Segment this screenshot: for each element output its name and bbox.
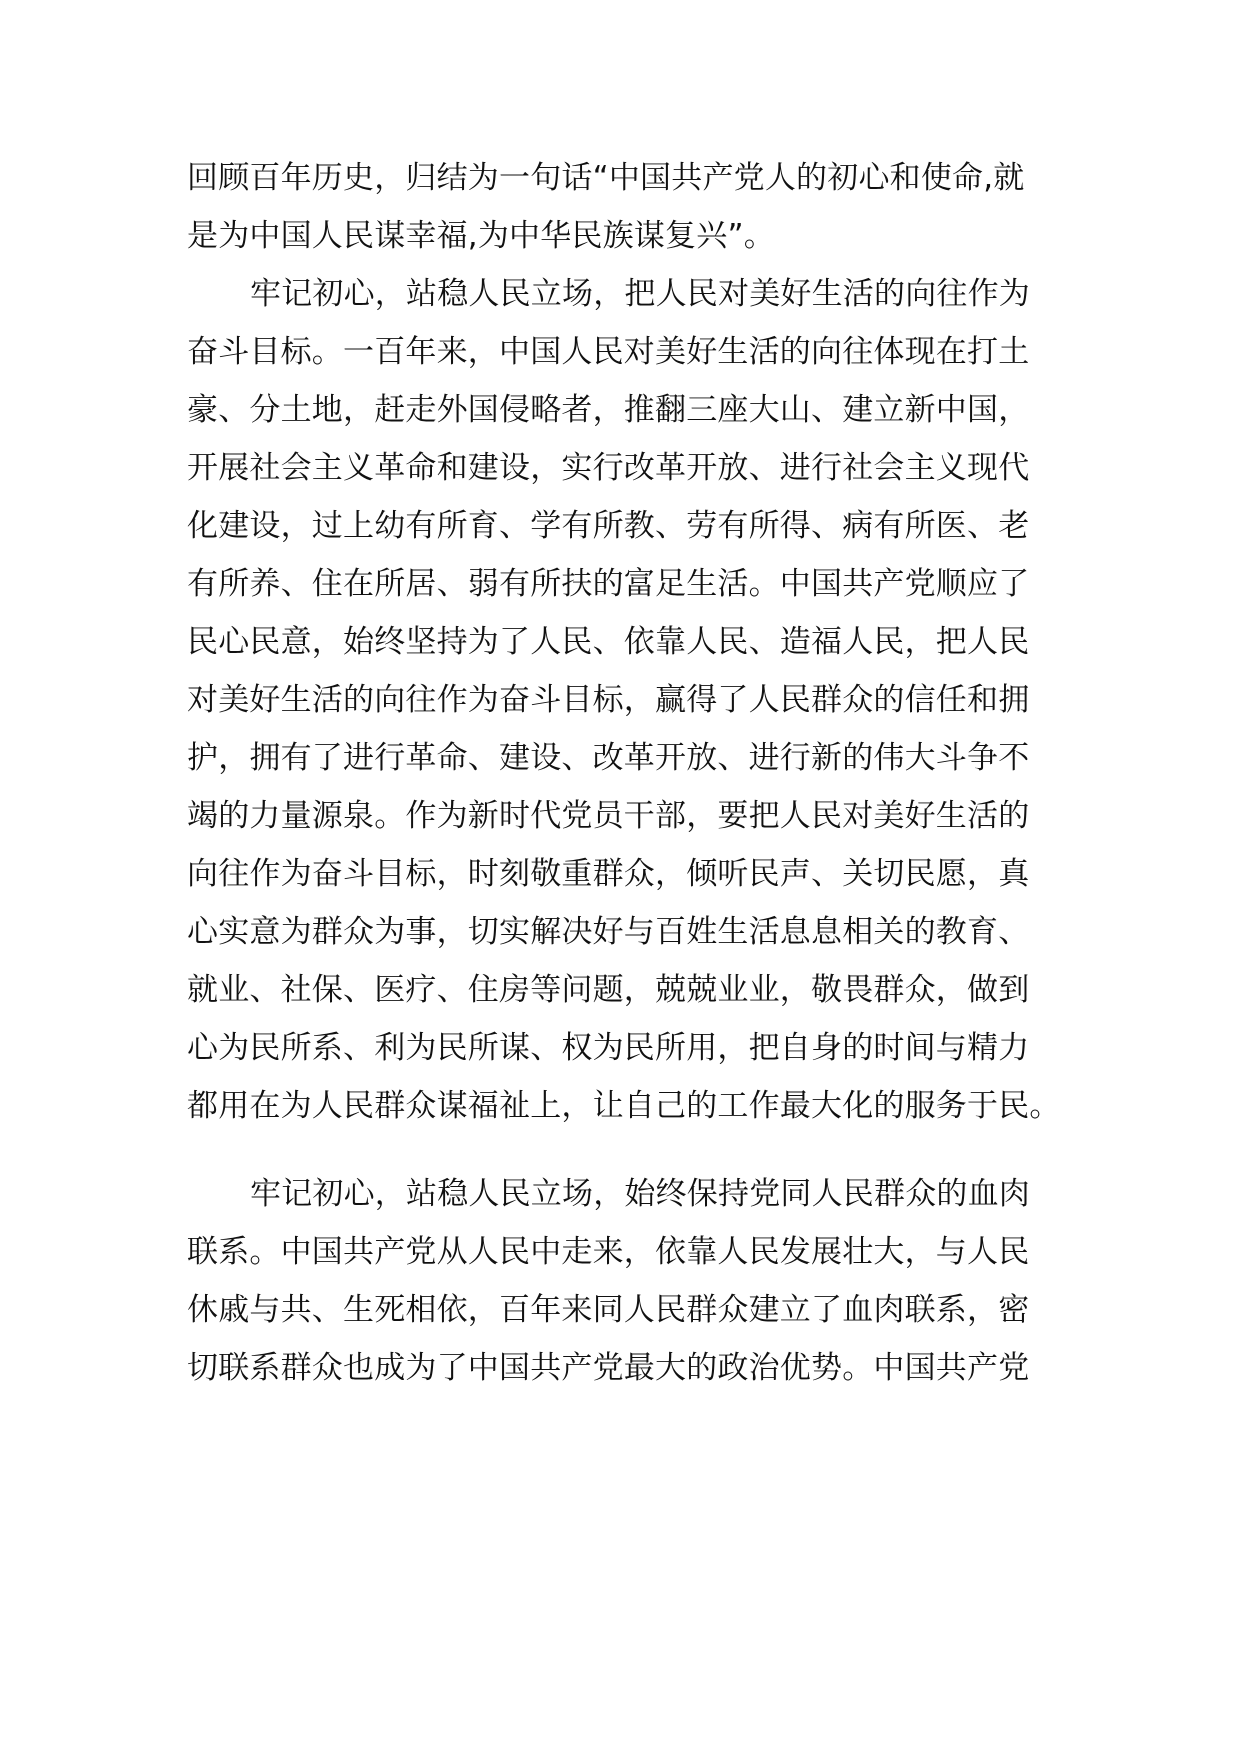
text-line-1: 回顾百年历史，归结为一句话“中国共产党人的初心和使命,就 (187, 160, 1025, 196)
text-line-2: 是为中国人民谋幸福,为中华民族谋复兴”。 (187, 218, 775, 254)
text-line-11: 护，拥有了进行革命、建设、改革开放、进行新的伟大斗争不 (187, 740, 1030, 776)
text-line-4: 奋斗目标。一百年来，中国人民对美好生活的向往体现在打土 (187, 334, 1030, 370)
text-line-17: 都用在为人民群众谋福祉上，让自己的工作最大化的服务于民。 (187, 1088, 1061, 1124)
text-line-8: 有所养、住在所居、弱有所扶的富足生活。中国共产党顺应了 (187, 566, 1030, 602)
text-line-16: 心为民所系、利为民所谋、权为民所用，把自身的时间与精力 (187, 1030, 1030, 1066)
text-line-6: 开展社会主义革命和建设，实行改革开放、进行社会主义现代 (187, 450, 1030, 486)
text-line-5: 豪、分土地，赶走外国侵略者，推翻三座大山、建立新中国， (187, 392, 1030, 428)
text-line-9: 民心民意，始终坚持为了人民、依靠人民、造福人民，把人民 (187, 624, 1030, 660)
text-line-14: 心实意为群众为事，切实解决好与百姓生活息息相关的教育、 (187, 914, 1030, 950)
paragraph-2-first-line: 牢记初心，站稳人民立场，把人民对美好生活的向往作为 (250, 276, 1030, 312)
text-line-12: 竭的力量源泉。作为新时代党员干部，要把人民对美好生活的 (187, 798, 1030, 834)
text-line-19: 联系。中国共产党从人民中走来，依靠人民发展壮大，与人民 (187, 1234, 1030, 1270)
text-line-7: 化建设，过上幼有所育、学有所教、劳有所得、病有所医、老 (187, 508, 1030, 544)
text-line-13: 向往作为奋斗目标，时刻敬重群众，倾听民声、关切民愿，真 (187, 856, 1030, 892)
paragraph-3-first-line: 牢记初心，站稳人民立场，始终保持党同人民群众的血肉 (250, 1176, 1030, 1212)
text-line-15: 就业、社保、医疗、住房等问题，兢兢业业，敬畏群众，做到 (187, 972, 1030, 1008)
text-line-10: 对美好生活的向往作为奋斗目标，赢得了人民群众的信任和拥 (187, 682, 1030, 718)
text-line-20: 休戚与共、生死相依，百年来同人民群众建立了血肉联系，密 (187, 1292, 1030, 1328)
text-line-21: 切联系群众也成为了中国共产党最大的政治优势。中国共产党 (187, 1350, 1030, 1386)
